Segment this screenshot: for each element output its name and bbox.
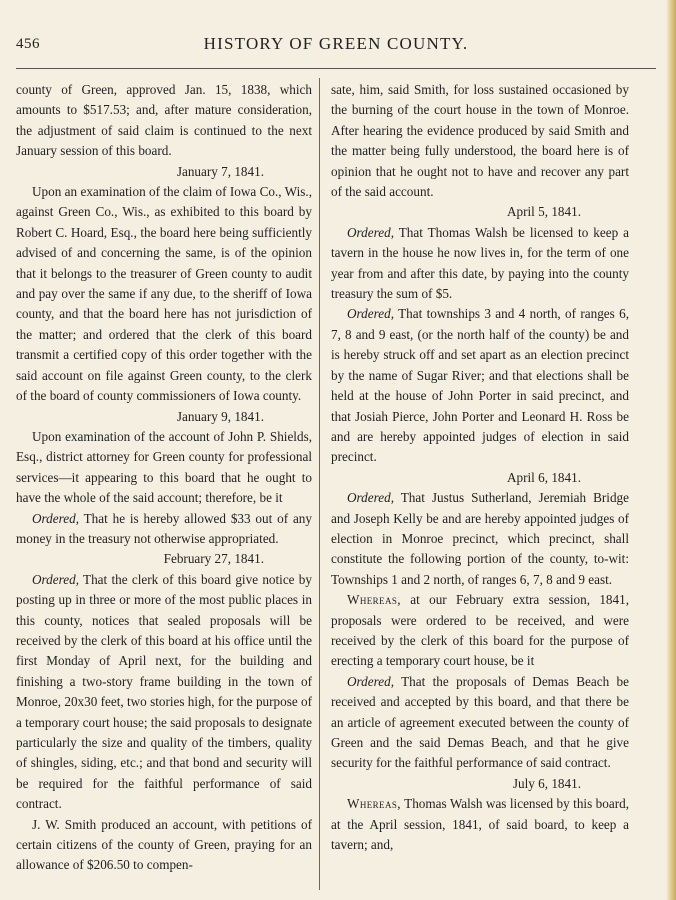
ordered-lead: Ordered, [347, 673, 394, 689]
paragraph [331, 672, 629, 774]
date-heading: January 9, 1841. [176, 408, 264, 424]
paragraph [16, 509, 312, 550]
page-edge [666, 0, 676, 900]
paragraph-text: That he is hereby allowed $33 out of any money in the treasury not otherwise appropriated. [16, 510, 312, 546]
paragraph-text: That Justus Sutherland, Jeremiah Bridge and Joseph Kelly be and are hereby appointed judges of election in Monroe precinct, which precinct, shall constitute the following portion of the county, to-wit: Townships 1 and 2 north, of ranges 6, 7, 8 and 9 east. [331, 490, 629, 587]
running-title: HISTORY OF GREEN COUNTY. [203, 34, 469, 53]
page-number: 456 [16, 36, 40, 52]
header-rule [16, 68, 656, 69]
ordered-lead: Ordered, [32, 510, 79, 526]
paragraph [16, 570, 312, 815]
paragraph: Upon an examination of the claim of Iowa Co., Wis., against Green Co., Wis., as exhibited to this board by Robert C. Hoard, Esq., the board here being sufficiently advised of and concerning the same, is of the opinion that it belongs to the treasurer of Green county to audit and pay over the same if any due, to the sheriff of Iowa county, and that the board here has not jurisdiction of the matter; and ordered that the clerk of this board transmit a certified copy of this order together with the said account on file against Green county, to the clerk of the board of county commissioners of Iowa county. [16, 184, 312, 404]
date-heading: July 6, 1841. [512, 775, 581, 791]
ordered-lead: Ordered, [347, 306, 394, 322]
whereas-lead: Whereas, [347, 796, 401, 812]
ordered-lead: Ordered, [32, 571, 79, 587]
paragraph [331, 223, 629, 305]
paragraph-text: Thomas Walsh was licensed by this board, at the April session, 1841, of said board, to keep a tavern; and, [331, 796, 629, 853]
paragraph: J. W. Smith produced an account, with petitions of certain citizens of the county of Green, praying for an allowance of $206.50 to compen- [16, 816, 312, 873]
paragraph: Upon examination of the account of John P. Shields, Esq., district attorney for Green county for professional services—it appearing to this board that he ought to have the whole of the said account; therefore, be it [16, 428, 312, 506]
paragraph [331, 488, 629, 590]
paragraph-text: at our February extra session, 1841, proposals were ordered to be received, and were received by the clerk of this board for the purpose of erecting a temporary court house, be it [331, 592, 629, 669]
column-divider [319, 78, 320, 890]
paragraph-text: That the clerk of this board give notice by posting up in three or more of the most public places in this county, notices that sealed proposals will be received by the clerk of this board at his office until the first Monday of April next, for the building and finishing a two-story frame building in the town of Monroe, 20x30 feet, two stories high, for the purpose of a temporary court house; the said proposals to designate particularly the size and quality of the timbers, quality of shingles, siding, etc.; and that bond and security will be required for the faithful performance of said contract. [16, 571, 312, 812]
date-heading: January 7, 1841. [176, 163, 264, 179]
date-heading: February 27, 1841. [163, 551, 264, 567]
paragraph [331, 304, 629, 467]
paragraph-text: That townships 3 and 4 north, of ranges 6, 7, 8 and 9 east, (or the north half of the county) be and is hereby struck off and set apart as an election precinct by the name of Sugar River; and that elections shall be held at the house of John Porter in said precinct, and that Josiah Pierce, John Porter and Leonard H. Ross be and are hereby appointed judges of election in said precinct. [331, 306, 629, 465]
page-header [16, 36, 656, 58]
whereas-lead: Whereas, [347, 592, 401, 608]
ordered-lead: Ordered, [347, 224, 394, 240]
paragraph: sate, him, said Smith, for loss sustained occasioned by the burning of the court house in the town of Monroe. After hearing the evidence produced by said Smith and the matter being fully understood, the board here is of opinion that he ought not to have and recover any part of the said account. [331, 82, 629, 200]
paragraph: county of Green, approved Jan. 15, 1838, which amounts to $517.53; and, after mature consideration, the adjustment of said claim is continued to the next January session of this board. [16, 82, 312, 159]
right-column [331, 80, 629, 855]
paragraph [331, 794, 629, 855]
left-column [16, 80, 312, 876]
paragraph [331, 590, 629, 672]
date-heading: April 5, 1841. [507, 204, 581, 220]
paragraph-text: That the proposals of Demas Beach be received and accepted by this board, and that there be an article of agreement executed between the county of Green and the said Demas Beach, and that he give security for the faithful performance of said contract. [331, 673, 629, 771]
paragraph-text: That Thomas Walsh be licensed to keep a tavern in the house he now lives in, for the term of one year from and after this date, by paying into the county treasury the sum of $5. [331, 224, 629, 302]
ordered-lead: Ordered, [347, 490, 394, 506]
date-heading: April 6, 1841. [507, 469, 581, 485]
